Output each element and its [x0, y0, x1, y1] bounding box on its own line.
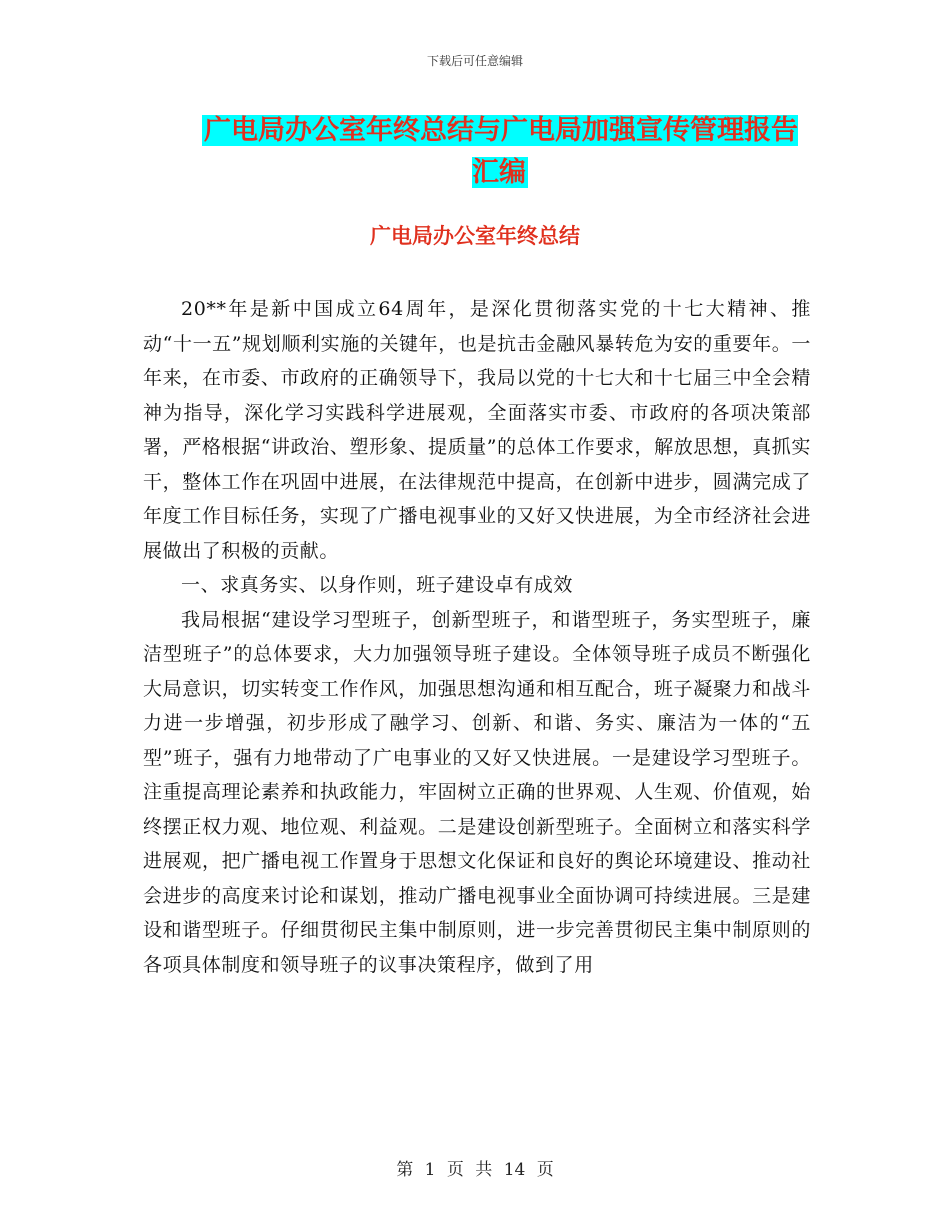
page-footer: 第 1 页 共 14 页	[396, 1160, 554, 1180]
document-title	[190, 110, 810, 194]
section-title: 广电局办公室年终总结	[370, 224, 580, 248]
document-body	[143, 292, 811, 982]
paragraph-intro: 20**年是新中国成立64周年，是深化贯彻落实党的十七大精神、推动“十一五”规划顺利实施的关键年，也是抗击金融风暴转危为安的重要年。一年来，在市委、市政府的正确领导下，我局以党的十七大和十七届三中全会精神为指导，深化学习实践科学进展观，全面落实市委、市政府的各项决策部署，严格根据“讲政治、塑形象、提质量”的总体工作要求，解放思想，真抓实干，整体工作在巩固中进展，在法律规范中提高，在创新中进步，圆满完成了年度工作目标任务，实现了广播电视事业的又好又快进展，为全市经济社会进展做出了积极的贡献。	[143, 298, 811, 562]
paragraph-heading-1: 一、求真务实、以身作则，班子建设卓有成效	[181, 574, 574, 596]
document-title-text: 广电局办公室年终总结与广电局加强宣传管理报告汇编	[204, 115, 798, 188]
page-header-note: 下载后可任意编辑	[426, 54, 523, 68]
paragraph-team-building: 我局根据“建设学习型班子，创新型班子，和谐型班子，务实型班子，廉洁型班子”的总体要求，大力加强领导班子建设。全体领导班子成员不断强化大局意识，切实转变工作作风，加强思想沟通和相互配合，班子凝聚力和战斗力进一步增强，初步形成了融学习、创新、和谐、务实、廉洁为一体的“五型”班子，强有力地带动了广电事业的又好又快进展。一是建设学习型班子。注重提高理论素养和执政能力，牢固树立正确的世界观、人生观、价值观，始终摆正权力观、地位观、利益观。二是建设创新型班子。全面树立和落实科学进展观，把广播电视工作置身于思想文化保证和良好的舆论环境建设、推动社会进步的高度来讨论和谋划，推动广播电视事业全面协调可持续进展。三是建设和谐型班子。仔细贯彻民主集中制原则，进一步完善贯彻民主集中制原则的各项具体制度和领导班子的议事决策程序，做到了用	[143, 608, 811, 976]
